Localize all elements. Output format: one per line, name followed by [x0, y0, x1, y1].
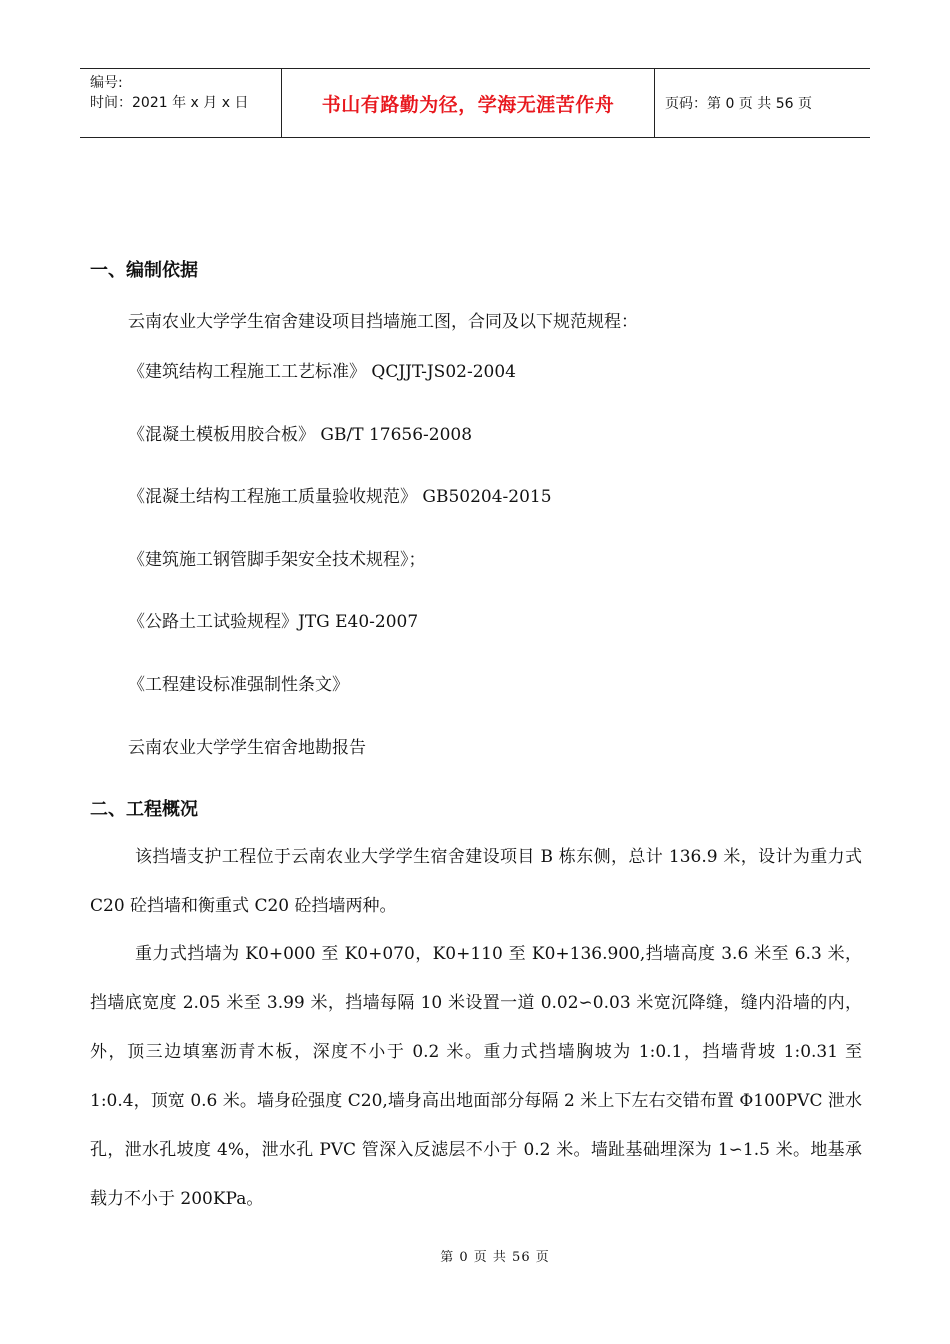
overview-paragraph: 重力式挡墙为 K0+000 至 K0+070，K0+110 至 K0+136.900,挡墙高度 3.6 米至 6.3 米，挡墙底宽度 2.05 米至 3.99 米，挡墙每隔 10 米设置一道 0.02∽0.03 米宽沉降缝，缝内沿墙的内，外，顶三边填塞沥青木板，深度不小于 0.2 米。重力式挡墙胸坡为 1:0.1，挡墙背坡 1:0.31 至 1:0.4，顶宽 0.6 米。墙身砼强度 C20,墙身高出地面部分每隔 2 米上下左右交错布置 Φ100PVC 泄水孔，泄水孔坡度 4%，泄水孔 PVC 管深入反滤层不小于 0.2 米。墙趾基础埋深为 1∽1.5 米。地基承载力不小于 200KPa。: [90, 944, 863, 1209]
reference-item: 《混凝土结构工程施工质量验收规范》 GB50204-2015: [128, 487, 552, 507]
header-page-code: 页码：第 0 页 共 56 页: [665, 96, 812, 112]
reference-item: 《公路土工试验规程》JTG E40-2007: [128, 612, 419, 632]
section-title-basis: 一、编制依据: [90, 260, 198, 281]
section-title-overview: 二、工程概况: [90, 799, 198, 820]
reference-item: 云南农业大学学生宿舍地勘报告: [128, 738, 366, 758]
basis-intro: 云南农业大学学生宿舍建设项目挡墙施工图，合同及以下规范规程：: [128, 312, 638, 332]
reference-item: 《混凝土模板用胶合板》 GB/T 17656-2008: [128, 425, 473, 445]
overview-paragraph: 该挡墙支护工程位于云南农业大学学生宿舍建设项目 B 栋东侧，总计 136.9 米，设计为重力式 C20 砼挡墙和衡重式 C20 砼挡墙两种。: [90, 847, 862, 916]
header-time-label: 时间：2021 年 x 月 x 日: [90, 95, 249, 111]
header-number-label: 编号:: [90, 75, 123, 91]
reference-item: 《建筑施工钢管脚手架安全技术规程》；: [128, 550, 426, 570]
header-motto: 书山有路勤为径，学海无涯苦作舟: [282, 69, 655, 137]
page-footer: 第 0 页 共 56 页: [440, 1250, 550, 1265]
header-meta: [80, 69, 282, 137]
reference-item: 《工程建设标准强制性条文》: [128, 675, 349, 695]
page-header: [80, 68, 870, 138]
reference-item: 《建筑结构工程施工工艺标准》 QCJJT-JS02-2004: [128, 362, 516, 382]
